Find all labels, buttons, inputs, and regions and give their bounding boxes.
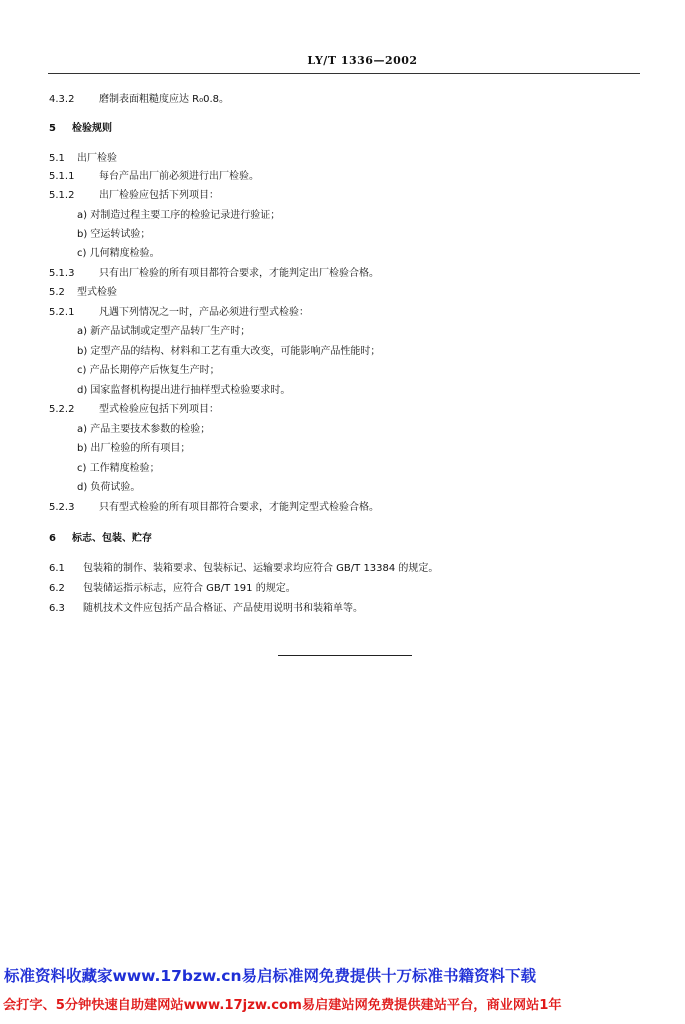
list-item xyxy=(77,423,210,437)
list-item-text: c) 工作精度检验； xyxy=(77,463,160,474)
standard-code: LY/T 1336—2002 xyxy=(307,54,418,67)
clause-number: 5.1.3 xyxy=(49,268,75,279)
section-number: 5 xyxy=(49,123,56,134)
clause-5-1-1 xyxy=(49,170,259,184)
clause-text: 只有型式检验的所有项目都符合要求，才能判定型式检验合格。 xyxy=(99,502,379,513)
clause-6-1 xyxy=(49,562,438,576)
list-item xyxy=(77,481,140,495)
clause-text: 凡遇下列情况之一时，产品必须进行型式检验： xyxy=(99,307,309,318)
clause-5-2-1 xyxy=(49,306,309,320)
list-item xyxy=(77,345,380,359)
clause-5-2-3 xyxy=(49,501,379,515)
clause-6-3 xyxy=(49,602,363,616)
clause-text: 只有出厂检验的所有项目都符合要求，才能判定出厂检验合格。 xyxy=(99,268,379,279)
clause-number: 5.2.1 xyxy=(49,307,75,318)
section-number: 6 xyxy=(49,533,56,544)
clause-text: 随机技术文件应包括产品合格证、产品使用说明书和装箱单等。 xyxy=(83,603,363,614)
clause-5-1-3 xyxy=(49,267,379,281)
list-item xyxy=(77,462,160,476)
clause-6-2 xyxy=(49,582,296,596)
list-item-text: a) 新产品试制或定型产品转厂生产时； xyxy=(77,326,251,337)
clause-number: 6.3 xyxy=(49,603,65,614)
watermark-line-1: 标准资料收藏家www.17bzw.cn易启标准网免费提供十万标准书籍资料下载 xyxy=(4,967,536,985)
clause-text: 每台产品出厂前必须进行出厂检验。 xyxy=(99,171,259,182)
clause-text: 磨制表面粗糙度应达 R₀0.8。 xyxy=(99,94,230,105)
clause-number: 5.2.3 xyxy=(49,502,75,513)
clause-text: 型式检验应包括下列项目： xyxy=(99,404,219,415)
section-5-heading xyxy=(49,122,112,136)
list-item-text: b) 空运转试验； xyxy=(77,229,151,240)
list-item-text: b) 出厂检验的所有项目； xyxy=(77,443,191,454)
clause-number: 5.1.2 xyxy=(49,190,75,201)
clause-4-3-2 xyxy=(49,93,229,107)
clause-text: 出厂检验应包括下列项目： xyxy=(99,190,219,201)
end-of-document-rule xyxy=(278,655,412,656)
header-divider xyxy=(48,73,640,74)
clause-number: 4.3.2 xyxy=(49,94,75,105)
list-item xyxy=(77,247,160,261)
list-item-text: d) 负荷试验。 xyxy=(77,482,141,493)
section-title: 标志、包装、贮存 xyxy=(72,533,152,544)
list-item xyxy=(77,228,150,242)
clause-5-2 xyxy=(49,286,117,300)
clause-text: 包装储运指示标志，应符合 GB/T 191 的规定。 xyxy=(83,583,296,594)
list-item xyxy=(77,325,250,339)
section-title: 检验规则 xyxy=(72,123,112,134)
list-item-text: c) 几何精度检验。 xyxy=(77,248,160,259)
clause-number: 5.2 xyxy=(49,287,65,298)
clause-text: 包装箱的制作、装箱要求、包装标记、运输要求均应符合 GB/T 13384 的规定。 xyxy=(83,563,439,574)
clause-number: 5.2.2 xyxy=(49,404,75,415)
list-item xyxy=(77,384,290,398)
clause-5-1 xyxy=(49,152,117,166)
clause-5-1-2 xyxy=(49,189,219,203)
list-item xyxy=(77,364,220,378)
list-item xyxy=(77,442,190,456)
clause-number: 5.1 xyxy=(49,153,65,164)
clause-text: 型式检验 xyxy=(77,287,117,298)
clause-number: 5.1.1 xyxy=(49,171,75,182)
list-item-text: c) 产品长期停产后恢复生产时； xyxy=(77,365,220,376)
list-item-text: a) 产品主要技术参数的检验； xyxy=(77,424,211,435)
list-item xyxy=(77,209,280,223)
clause-number: 6.1 xyxy=(49,563,65,574)
list-item-text: d) 国家监督机构提出进行抽样型式检验要求时。 xyxy=(77,385,291,396)
watermark-line-2: 会打字、5分钟快速自助建网站www.17jzw.com易启建站网免费提供建站平台，商业网站1年 xyxy=(3,998,562,1013)
list-item-text: a) 对制造过程主要工序的检验记录进行验证； xyxy=(77,210,281,221)
clause-number: 6.2 xyxy=(49,583,65,594)
clause-text: 出厂检验 xyxy=(77,153,117,164)
section-6-heading xyxy=(49,532,152,546)
list-item-text: b) 定型产品的结构、材料和工艺有重大改变，可能影响产品性能时； xyxy=(77,346,381,357)
clause-5-2-2 xyxy=(49,403,219,417)
